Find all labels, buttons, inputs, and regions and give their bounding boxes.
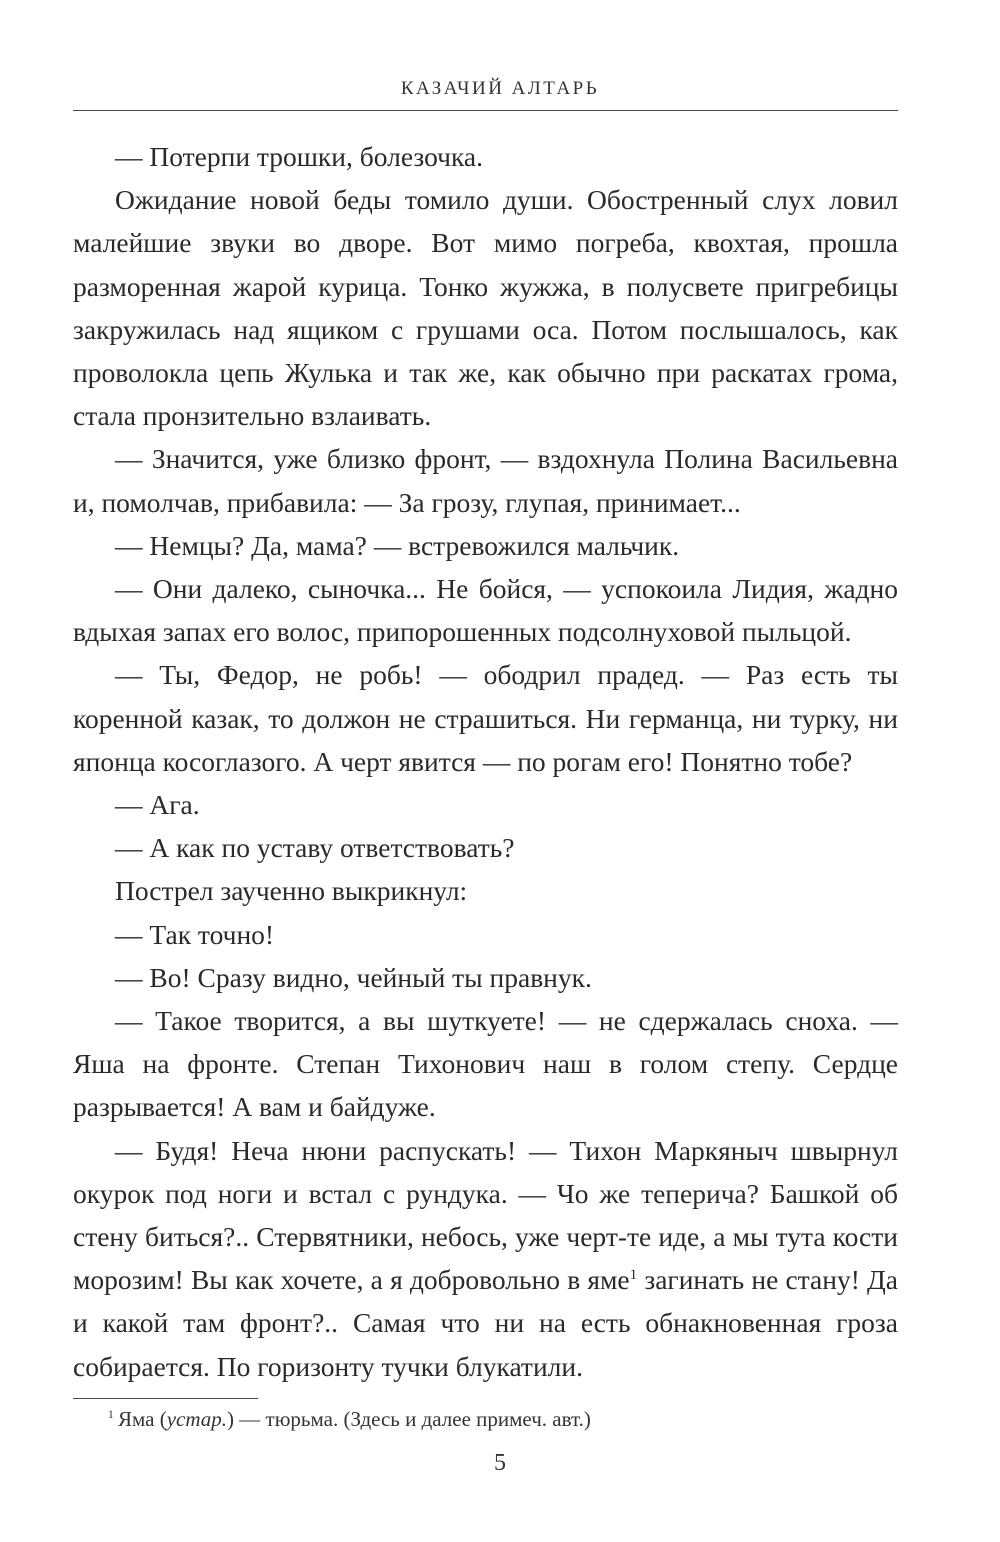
body-text [73,135,898,1388]
footnote [108,1404,591,1434]
paragraph: — А как по уставу ответствовать? [115,832,515,864]
paragraph-text-continued: загинать не стану! Да и какой там фронт?.. Самая что ни на есть обнакновенная гроза собирается. По горизонту тучки блукатили. [73,1264,898,1382]
page-number: 5 [494,1450,506,1476]
footnote-definition: ) — тюрьма. (Здесь и далее примеч. авт.) [227,1407,591,1431]
header-rule [73,110,898,111]
footnote-label: устар. [166,1407,228,1431]
paragraph-text: — Будя! Неча нюни распускать! — Тихон Маркяныч швырнул окурок под ноги и встал с рундука. — Чо же теперича? Башкой об стену биться?.. Стервятники, небось, уже черт-те иде, а мы тута кости морозим! Вы как хочете, а я добровольно в яме [73,1134,898,1296]
paragraph: — Во! Сразу видно, чейный ты правнук. [115,961,592,993]
paragraph: Пострел заученно выкрикнул: [115,875,468,907]
paragraph: — Ты, Федор, не робь! — ободрил прадед. — Раз есть ты коренной казак, то должон не страшиться. Ни германца, ни турку, ни японца косоглазого. А черт явится — по рогам его! Понятно тобе? [73,659,898,777]
paragraph: — Такое творится, а вы шуткуете! — не сдержалась сноха. — Яша на фронте. Степан Тихонович наш в голом степу. Сердце разрывается! А вам и байдуже. [73,1005,898,1123]
paragraph: — Так точно! [115,918,275,950]
footnote-rule [73,1398,258,1399]
running-head: КАЗАЧИЙ АЛТАРЬ [400,78,600,99]
footnote-term: Яма ( [118,1407,167,1431]
paragraph: Ожидание новой беды томило души. Обостренный слух ловил малейшие звуки во дворе. Вот мимо погреба, квохтая, прошла разморенная жарой курица. Тонко жужжа, в полусвете пригребицы закружилась над ящиком с грушами оса. Потом послышалось, как проволокла цепь Жулька и так же, как обычно при раскатах грома, стала пронзительно взлаивать. [73,184,898,432]
paragraph-with-footnote [73,1129,898,1388]
paragraph: — Потерпи трошки, болезочка. [115,141,484,172]
footnote-mark: 1 [108,1409,114,1421]
paragraph: — Значится, уже близко фронт, — вздохнула Полина Васильевна и, помолчав, прибавила: — За грозу, глупая, принимает... [73,443,898,518]
footnote-reference[interactable]: 1 [629,1267,638,1284]
paragraph: — Ага. [115,789,200,821]
paragraph: — Они далеко, сыночка... Не бойся, — успокоила Лидия, жадно вдыхая запах его волос, припорошенных подсолнуховой пыльцой. [73,573,898,648]
paragraph: — Немцы? Да, мама? — встревожился мальчик. [115,529,680,561]
